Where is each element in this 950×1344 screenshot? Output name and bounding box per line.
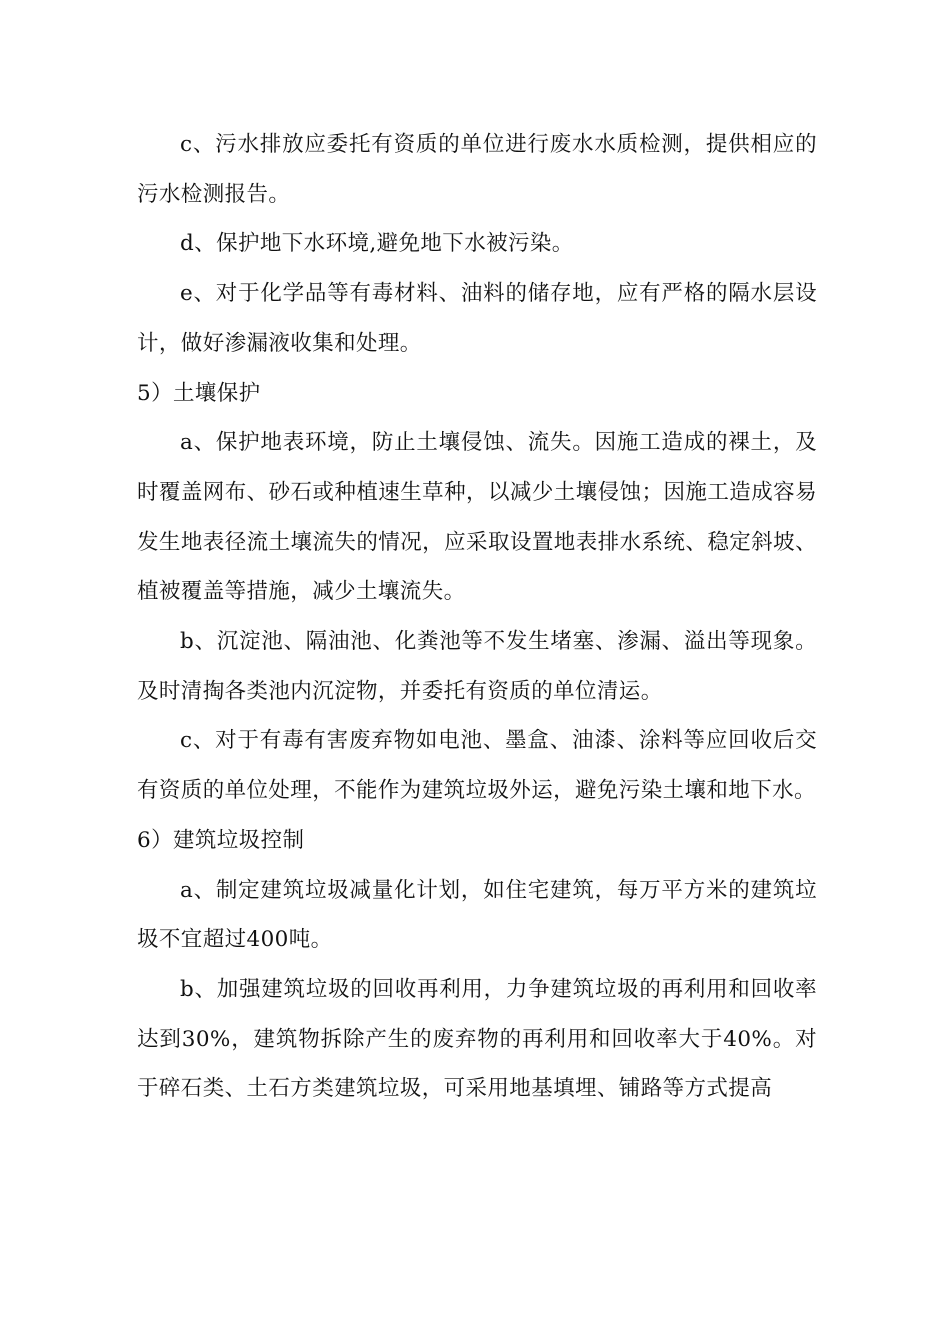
paragraph-e-chemical-storage: e、对于化学品等有毒材料、油料的储存地，应有严格的隔水层设计，做好渗漏液收集和处理。: [137, 281, 817, 356]
section-heading-construction-waste: 6）建筑垃圾控制: [137, 827, 305, 853]
paragraph-a-waste-reduction-plan: a、制定建筑垃圾减量化计划，如住宅建筑，每万平方米的建筑垃圾不宜超过400吨。: [137, 877, 817, 953]
section-heading-soil-protection: 5）土壤保护: [137, 380, 261, 406]
paragraph-c-hazardous-waste: c、对于有毒有害废弃物如电池、墨盒、油漆、涂料等应回收后交有资质的单位处理，不能作为建筑垃圾外运，避免污染土壤和地下水。: [137, 728, 817, 804]
paragraph-a-soil-erosion: a、保护地表环境，防止土壤侵蚀、流失。因施工造成的裸土，及时覆盖网布、砂石或种植速生草种，以减少土壤侵蚀；因施工造成容易发生地表径流土壤流失的情况，应采取设置地表排水系统、稳定斜坡、植被覆盖等措施，减少土壤流失。: [137, 430, 817, 605]
paragraph-b-sedimentation-tanks: b、沉淀池、隔油池、化粪池等不发生堵塞、渗漏、溢出等现象。及时清掏各类池内沉淀物，并委托有资质的单位清运。: [137, 629, 817, 704]
paragraph-d-groundwater: d、保护地下水环境,避免地下水被污染。: [180, 231, 574, 257]
paragraph-b-waste-recycling: b、加强建筑垃圾的回收再利用，力争建筑垃圾的再利用和回收率达到30%，建筑物拆除产生的废弃物的再利用和回收率大于40%。对于碎石类、土石方类建筑垃圾，可采用地基填埋、铺路等方式提高: [137, 976, 817, 1102]
paragraph-c-sewage-testing: c、污水排放应委托有资质的单位进行废水水质检测，提供相应的污水检测报告。: [137, 132, 817, 207]
document-body: [137, 120, 817, 1114]
